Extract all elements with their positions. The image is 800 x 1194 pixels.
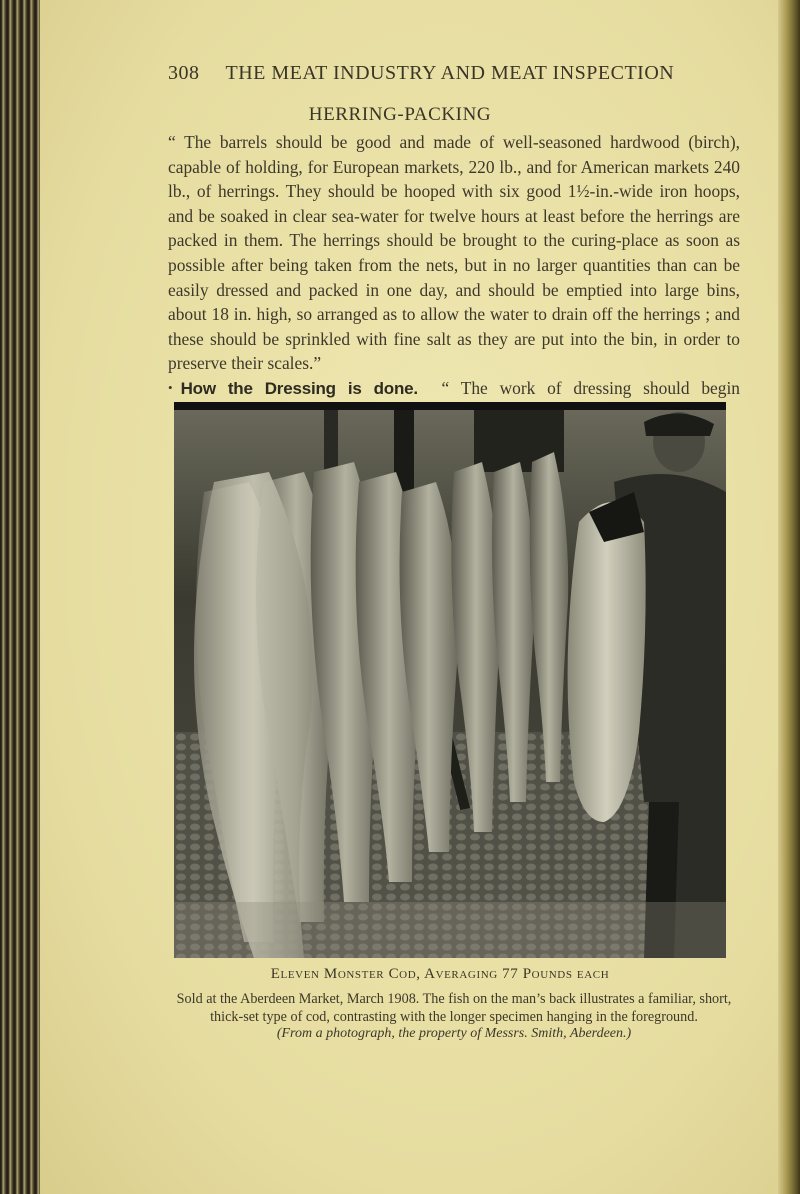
page-edge xyxy=(778,0,800,1194)
body-continuation: “ The work of dressing should begin xyxy=(441,377,740,398)
body-paragraph: “ The barrels should be good and made of well-seasoned hardwood (birch), capable of holding, for European markets, 220 lb., and for American markets 240 lb., of herrings. They should be hooped with six good 1½-in.-wide iron hoops, and be soaked in clear sea-water for twelve hours at least before the herrings are packed in them. The herrings should be brought to the curing-place as soon as possible after being taken from the nets, but in no larger quantities than can be easily dressed and packed in one day, and should be emptied into large bins, about 18 in. high, so arranged as to allow the water to drain off the herrings ; and these should be sprinkled with fine salt as they are put into the bin, in order to preserve their scales.” xyxy=(168,132,740,374)
bullet-mark: • xyxy=(168,379,173,395)
side-heading-line xyxy=(168,376,740,403)
figure-caption-text: Sold at the Aberdeen Market, March 1908. The fish on the man’s back illustrates a familiar, short, thick-set type of cod, contrasting with the longer specimen hanging in the foreground. xyxy=(176,991,732,1025)
book-gutter xyxy=(0,0,44,1194)
figure-caption-title: Eleven Monster Cod, Averaging 77 Pounds each xyxy=(270,966,610,982)
page-number: 308 xyxy=(168,62,200,84)
figure-caption xyxy=(168,991,740,1026)
running-head xyxy=(168,62,728,85)
figure-credit: (From a photograph, the property of Messrs. Smith, Aberdeen.) xyxy=(276,1026,632,1041)
body-text xyxy=(168,130,740,403)
side-heading: How the Dressing is done. xyxy=(180,378,418,398)
section-title: HERRING-PACKING xyxy=(308,104,492,125)
running-title: THE MEAT INDUSTRY AND MEAT INSPECTION xyxy=(225,62,675,84)
cod-photograph xyxy=(174,402,726,958)
